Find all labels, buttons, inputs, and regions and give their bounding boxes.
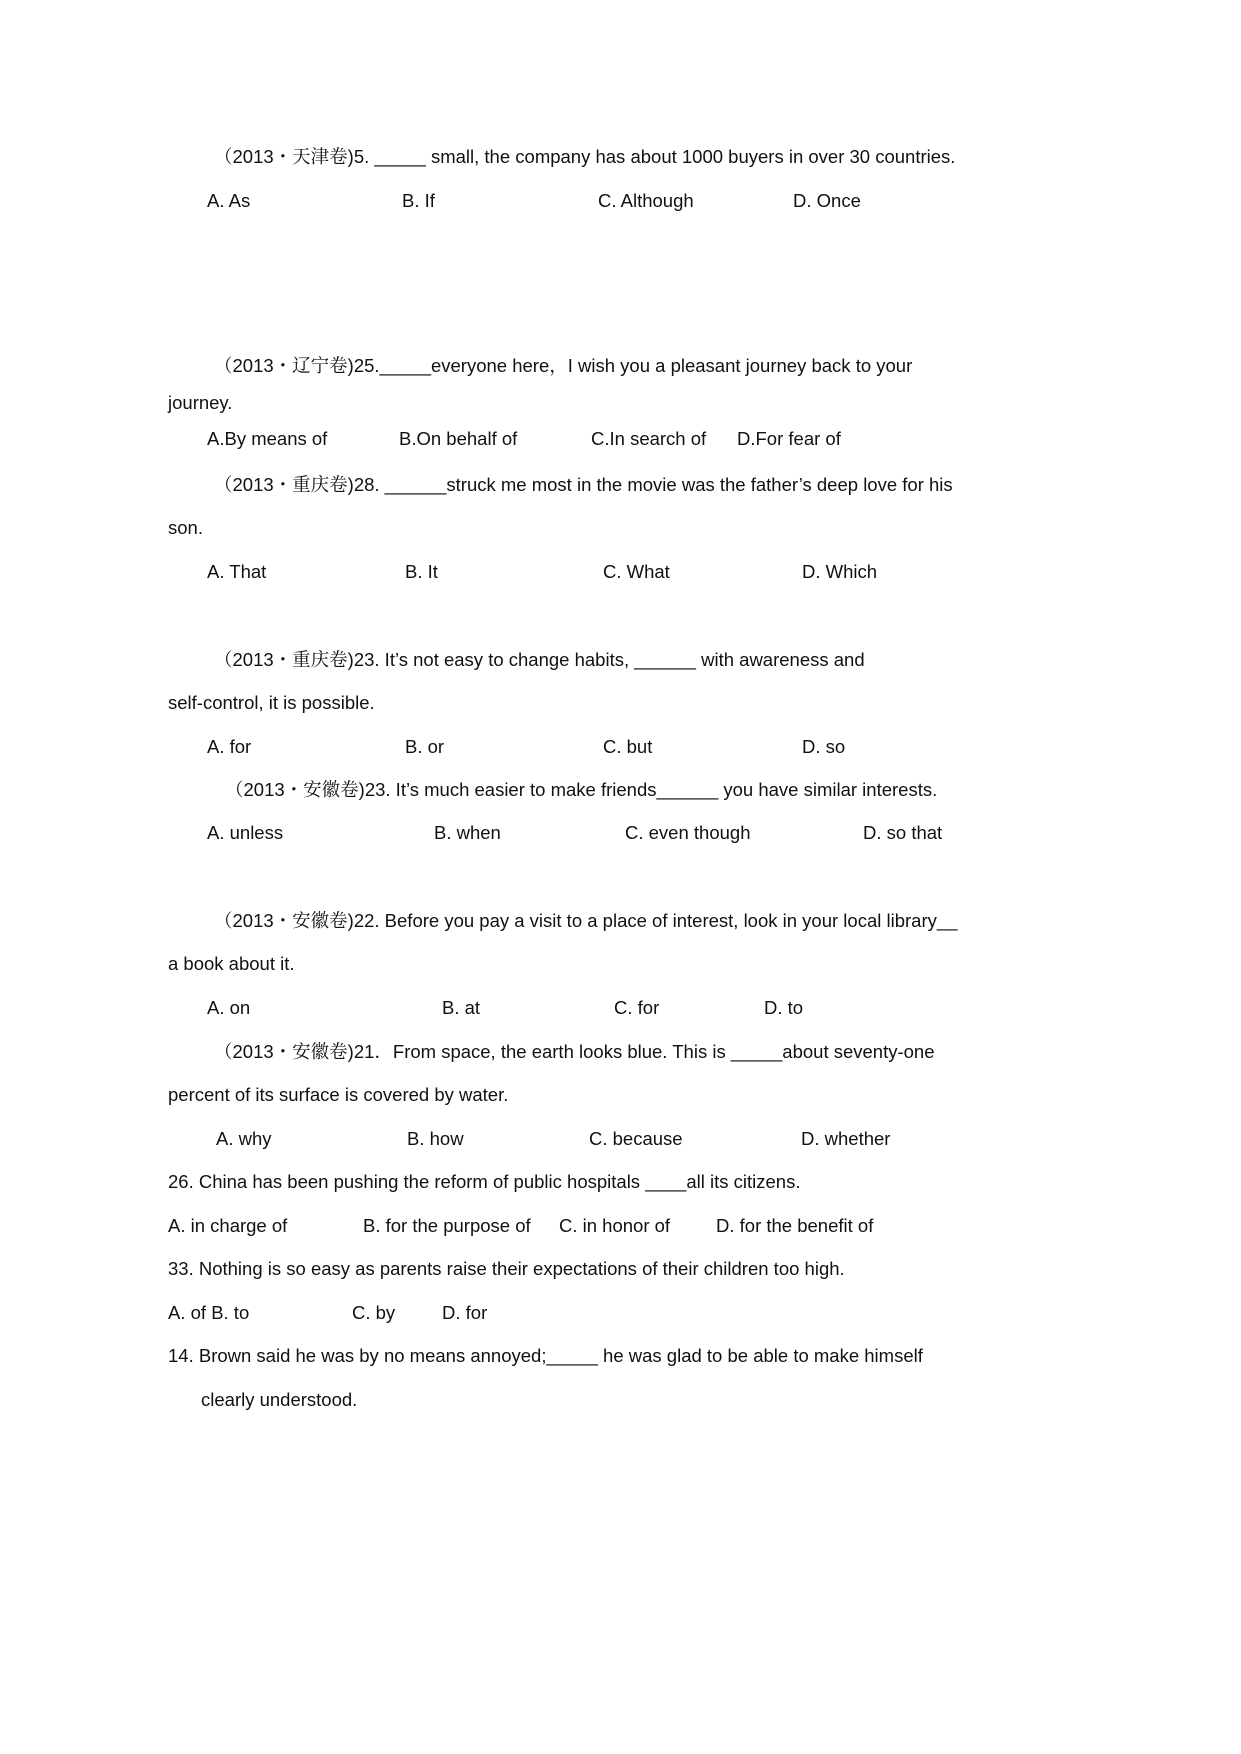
question-stem: （2013・重庆卷)23. It’s not easy to change habits, ______ with awareness and: [214, 649, 865, 670]
question-stem: 26. China has been pushing the reform of public hospitals ____all its citizens.: [168, 1171, 801, 1192]
option-c: C. for: [614, 997, 660, 1018]
option-d: D. for the benefit of: [716, 1215, 874, 1236]
option-a: A. unless: [207, 822, 284, 843]
question-stem-continued: son.: [168, 517, 203, 538]
option-c: C. in honor of: [559, 1215, 671, 1236]
option-a: A. on: [207, 997, 251, 1018]
option-b: B.On behalf of: [399, 428, 518, 449]
option-c: C. even though: [625, 822, 751, 843]
option-c: C. but: [603, 736, 653, 757]
option-c: C. Although: [598, 190, 694, 211]
option-a: A. why: [216, 1128, 272, 1149]
option-d: D. so: [802, 736, 846, 757]
question-stem-continued: clearly understood.: [201, 1389, 358, 1410]
option-d: D. Once: [793, 190, 861, 211]
question-stem: 33. Nothing is so easy as parents raise their expectations of their children too high.: [168, 1258, 845, 1279]
option-d: D. to: [764, 997, 804, 1018]
option-b: B. at: [442, 997, 481, 1018]
question-stem-continued: percent of its surface is covered by water.: [168, 1084, 509, 1105]
option-c: C. What: [603, 561, 670, 582]
option-b: B. how: [407, 1128, 464, 1149]
option-d: D. whether: [801, 1128, 891, 1149]
option-b: B. If: [402, 190, 435, 211]
option-ab: A. of B. to: [168, 1302, 250, 1323]
option-d: D. so that: [863, 822, 943, 843]
option-a: A. for: [207, 736, 252, 757]
option-c: C. because: [589, 1128, 683, 1149]
option-d: D. for: [442, 1302, 488, 1323]
option-a: A. That: [207, 561, 267, 582]
question-stem: （2013・安徽卷)23. It’s much easier to make friends______ you have similar interests.: [225, 779, 938, 800]
option-d: D.For fear of: [737, 428, 841, 449]
question-stem-continued: a book about it.: [168, 953, 295, 974]
question-stem: 14. Brown said he was by no means annoyed;_____ he was glad to be able to make himself: [168, 1345, 923, 1366]
question-stem: （2013・安徽卷)21．From space, the earth looks blue. This is _____about seventy-one: [214, 1041, 935, 1062]
option-b: B. when: [434, 822, 501, 843]
option-c: C.In search of: [591, 428, 707, 449]
option-a: A. in charge of: [168, 1215, 288, 1236]
option-b: B. for the purpose of: [363, 1215, 531, 1236]
option-d: D. Which: [802, 561, 878, 582]
option-b: B. or: [405, 736, 445, 757]
question-stem-continued: journey.: [168, 392, 233, 413]
option-a: A. As: [207, 190, 251, 211]
question-stem: （2013・天津卷)5. _____ small, the company has about 1000 buyers in over 30 countries.: [214, 146, 956, 167]
question-stem: （2013・安徽卷)22. Before you pay a visit to a place of interest, look in your local library__: [214, 910, 958, 931]
option-a: A.By means of: [207, 428, 328, 449]
question-stem: （2013・重庆卷)28. ______struck me most in the movie was the father’s deep love for his: [214, 474, 953, 495]
option-b: B. It: [405, 561, 438, 582]
question-stem: （2013・辽宁卷)25._____everyone here，I wish you a pleasant journey back to your: [214, 355, 913, 376]
option-c: C. by: [352, 1302, 396, 1323]
question-stem-continued: self-control, it is possible.: [168, 692, 375, 713]
